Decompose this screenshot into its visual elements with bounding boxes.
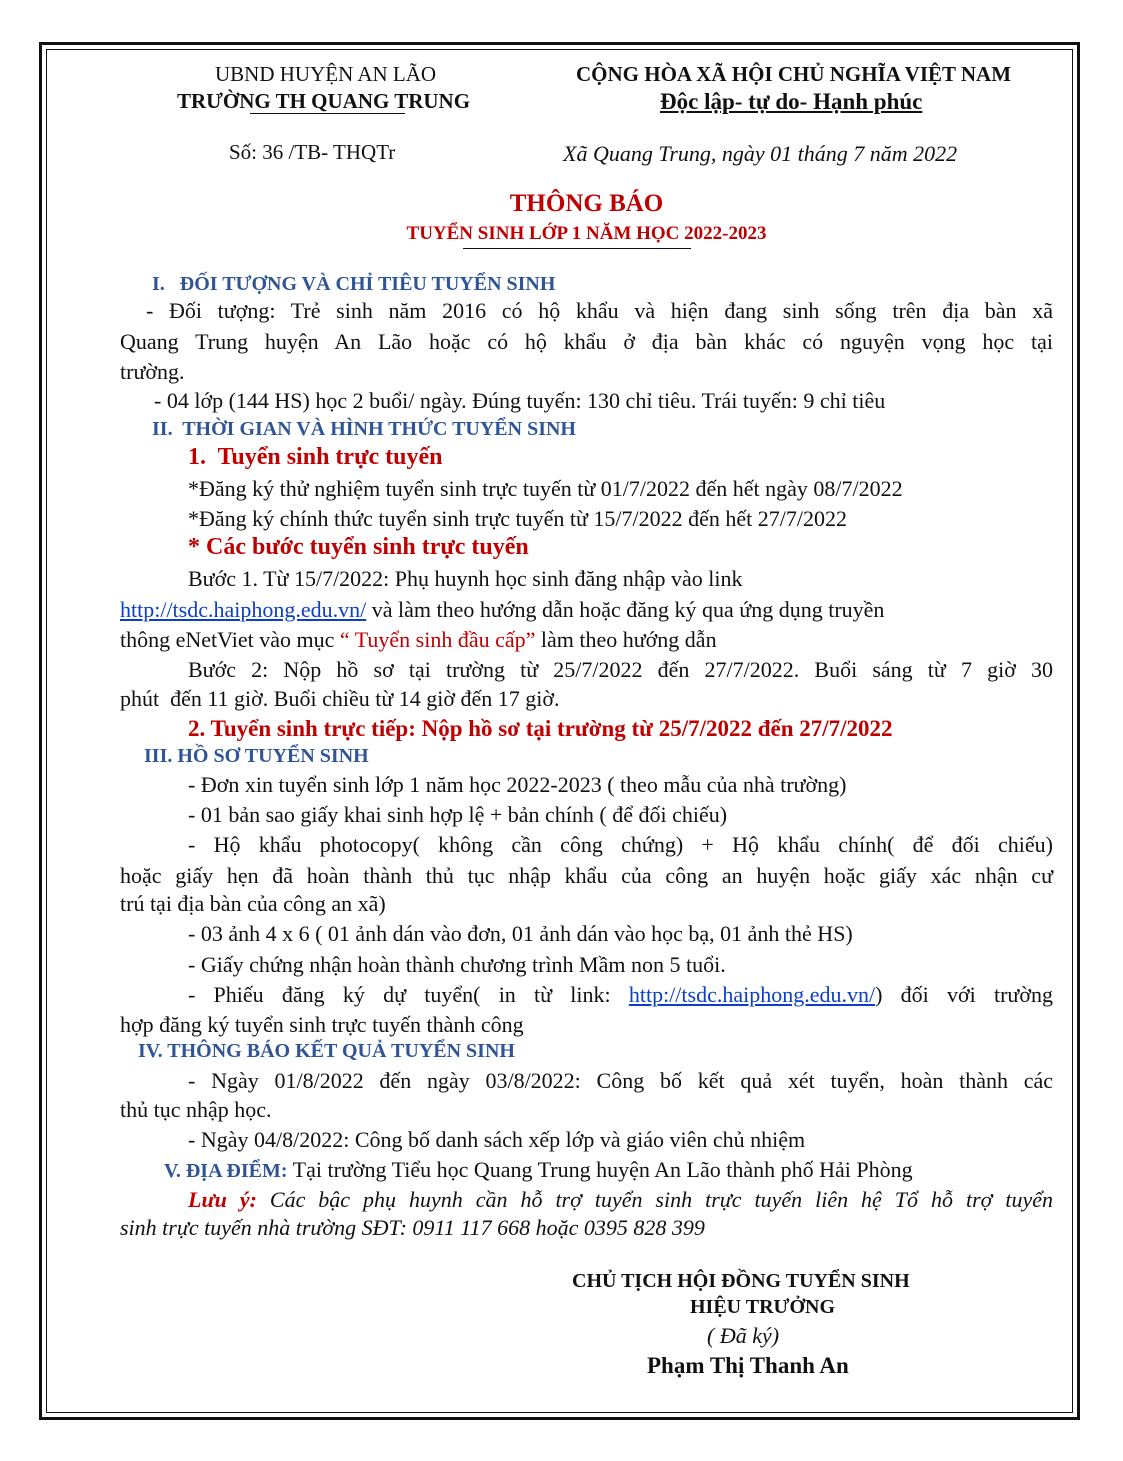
section-1-para1-line3: trường. (120, 359, 185, 384)
result-item-1-line1: - Ngày 01/8/2022 đến ngày 03/8/2022: Công bố kết quả xét tuyển, hoàn thành các (188, 1068, 1053, 1093)
trial-registration: *Đăng ký thử nghiệm tuyển sinh trực tuyến từ 01/7/2022 đến hết ngày 08/7/2022 (188, 476, 903, 501)
dossier-item-1: - Đơn xin tuyển sinh lớp 1 năm học 2022-2023 ( theo mẫu của nhà trường) (188, 772, 847, 797)
notice-title: THÔNG BÁO (509, 190, 664, 217)
dossier-item-3-line3: trú tại địa bàn của công an xã) (120, 891, 386, 916)
section-5 (164, 1157, 913, 1183)
tsdc-link[interactable]: http://tsdc.haiphong.edu.vn/ (120, 597, 367, 622)
dossier-item-6-text-a: - Phiếu đăng ký dự tuyển( in từ link: (188, 982, 629, 1007)
result-item-2: - Ngày 04/8/2022: Công bố danh sách xếp lớp và giáo viên chủ nhiệm (188, 1127, 806, 1152)
section-3-heading: III. HỒ SƠ TUYỂN SINH (144, 745, 369, 767)
step1-line3-text-a: thông eNetViet vào mục (120, 627, 340, 652)
nation-title: CỘNG HÒA XÃ HỘI CHỦ NGHĨA VIỆT NAM (576, 62, 1012, 86)
online-steps-heading: * Các bước tuyển sinh trực tuyến (188, 534, 529, 560)
dossier-item-3-line2: hoặc giấy hẹn đã hoàn thành thủ tục nhập khẩu của công an huyện hoặc giấy xác nhận cư (120, 863, 1053, 888)
dossier-item-5: - Giấy chứng nhận hoàn thành chương trình Mầm non 5 tuổi. (188, 952, 726, 977)
step1-line3-text-b: làm theo hướng dẫn (535, 627, 717, 652)
tsdc-link-2[interactable]: http://tsdc.haiphong.edu.vn/ (628, 982, 876, 1007)
online-admission-heading: 1. Tuyển sinh trực tuyến (188, 444, 443, 470)
dossier-item-6-text-b: ) đối với trường (875, 982, 1053, 1007)
section-2-heading: II. THỜI GIAN VÀ HÌNH THỨC TUYỂN SINH (152, 418, 576, 440)
title-underline (463, 248, 691, 249)
doc-number: Số: 36 /TB- THQTr (229, 140, 396, 164)
signed-note: ( Đã ký) (707, 1323, 780, 1348)
step2-line2: phút đến 11 giờ. Buổi chiều từ 14 giờ đến 17 giờ. (120, 686, 560, 711)
nation-motto: Độc lập- tự do- Hạnh phúc (660, 89, 923, 114)
issuer-authority: UBND HUYỆN AN LÃO (215, 62, 437, 86)
section-4-heading: IV. THÔNG BÁO KẾT QUẢ TUYỂN SINH (138, 1040, 515, 1062)
section-1-para1-line2: Quang Trung huyện An Lão hoặc có hộ khẩu ở địa bàn khác có nguyện vọng học tại (120, 329, 1053, 354)
dossier-item-6-line2: hợp đăng ký tuyển sinh trực tuyến thành công (120, 1012, 524, 1037)
note-line1 (120, 1185, 1053, 1216)
note-line2: sinh trực tuyến nhà trường SĐT: 0911 117 668 hoặc 0395 828 399 (120, 1215, 705, 1240)
signer-name: Phạm Thị Thanh An (647, 1353, 849, 1378)
note-label: Lưu ý: (188, 1187, 257, 1212)
section-1-heading: I. ĐỐI TƯỢNG VÀ CHỈ TIÊU TUYỂN SINH (152, 273, 556, 295)
step1-line3 (120, 627, 717, 653)
step2-line1: Bước 2: Nộp hồ sơ tại trường từ 25/7/2022 đến 27/7/2022. Buổi sáng từ 7 giờ 30 (188, 657, 1053, 682)
note-text-1: Các bậc phụ huynh cần hỗ trợ tuyển sinh trực tuyến liên hệ Tổ hỗ trợ tuyển (256, 1187, 1053, 1212)
dossier-item-3-line1: - Hộ khẩu photocopy( không cần công chứng) + Hộ khẩu chính( để đối chiếu) (188, 832, 1053, 857)
place-date: Xã Quang Trung, ngày 01 tháng 7 năm 2022 (563, 141, 958, 166)
issuer-underline (250, 113, 405, 114)
signer-title-2: HIỆU TRƯỞNG (690, 1296, 836, 1318)
section-1-quota: - 04 lớp (144 HS) học 2 buổi/ ngày. Đúng tuyến: 130 chỉ tiêu. Trái tuyến: 9 chỉ tiêu (154, 388, 886, 413)
result-item-1-line2: thủ tục nhập học. (120, 1097, 272, 1122)
enetviet-menu-label: “ Tuyển sinh đầu cấp” (339, 627, 536, 652)
section-5-location: Tại trường Tiểu học Quang Trung huyện An Lão thành phố Hải Phòng (287, 1157, 913, 1182)
notice-subtitle: TUYỂN SINH LỚP 1 NĂM HỌC 2022-2023 (406, 223, 767, 244)
signer-title-1: CHỦ TỊCH HỘI ĐỒNG TUYỂN SINH (572, 1270, 910, 1292)
step1-line1: Bước 1. Từ 15/7/2022: Phụ huynh học sinh đăng nhập vào link (188, 566, 743, 591)
issuer-school: TRƯỜNG TH QUANG TRUNG (177, 89, 471, 113)
section-1-para1-line1: - Đối tượng: Trẻ sinh năm 2016 có hộ khẩu và hiện đang sinh sống trên địa bàn xã (146, 298, 1053, 323)
step1-line2-text: và làm theo hướng dẫn hoặc đăng ký qua ứng dụng truyền (366, 597, 885, 622)
section-5-heading: V. ĐỊA ĐIỂM: (164, 1160, 288, 1182)
dossier-item-6-line1 (188, 982, 1053, 1008)
step1-line2 (120, 597, 884, 623)
dossier-item-4: - 03 ảnh 4 x 6 ( 01 ảnh dán vào đơn, 01 ảnh dán vào học bạ, 01 ảnh thẻ HS) (188, 921, 853, 946)
dossier-item-2: - 01 bản sao giấy khai sinh hợp lệ + bản chính ( để đối chiếu) (188, 802, 728, 827)
official-registration: *Đăng ký chính thức tuyển sinh trực tuyến từ 15/7/2022 đến hết 27/7/2022 (188, 506, 848, 531)
direct-admission: 2. Tuyển sinh trực tiếp: Nộp hồ sơ tại trường từ 25/7/2022 đến 27/7/2022 (188, 716, 893, 741)
